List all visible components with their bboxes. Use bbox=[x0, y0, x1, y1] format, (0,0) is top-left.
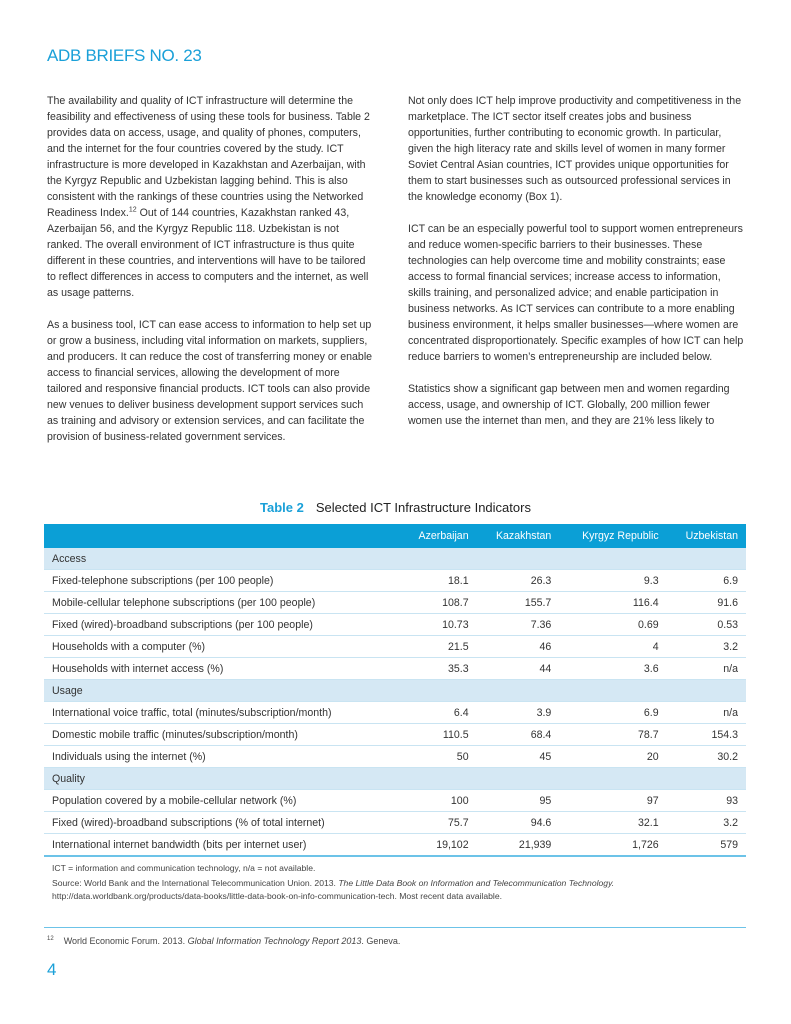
cell-value: 20 bbox=[559, 746, 666, 768]
cell-value: 3.9 bbox=[477, 702, 560, 724]
table-row bbox=[44, 636, 746, 658]
cell-value: n/a bbox=[667, 702, 746, 724]
page-number: 4 bbox=[47, 960, 57, 979]
section-row bbox=[44, 768, 746, 790]
footnote-text: . Geneva. bbox=[361, 936, 401, 946]
table-header-row bbox=[44, 524, 746, 548]
row-label: Individuals using the internet (%) bbox=[44, 746, 400, 768]
cell-value: 46 bbox=[477, 636, 560, 658]
source-title: The Little Data Book on Information and Telecommunication Technology. bbox=[338, 878, 615, 888]
cell-value: 9.3 bbox=[559, 570, 666, 592]
table-number: Table 2 bbox=[260, 500, 304, 515]
cell-value: n/a bbox=[667, 658, 746, 680]
cell-value: 44 bbox=[477, 658, 560, 680]
paragraph-text: The availability and quality of ICT infrastructure will determine the feasibility and effectiveness of using these tools for business. Table 2 provides data on access, usage, and quality of phones, computers, and the internet for the four countries covered by the study. ICT infrastructure is more developed in Kazakhstan and Azerbaijan, with the Kyrgyz Republic and Uzbekistan lagging behind. This is also consistent with the rankings of these countries using the Networked Readiness Index. bbox=[47, 95, 370, 219]
cell-value: 21.5 bbox=[400, 636, 477, 658]
paragraph bbox=[47, 93, 377, 301]
table-title bbox=[0, 500, 791, 515]
cell-value: 75.7 bbox=[400, 812, 477, 834]
table-title-text: Selected ICT Infrastructure Indicators bbox=[315, 500, 531, 515]
row-label: Domestic mobile traffic (minutes/subscription/month) bbox=[44, 724, 400, 746]
cell-value: 26.3 bbox=[477, 570, 560, 592]
cell-value: 93 bbox=[667, 790, 746, 812]
cell-value: 95 bbox=[477, 790, 560, 812]
cell-value: 32.1 bbox=[559, 812, 666, 834]
row-label: Fixed (wired)-broadband subscriptions (per 100 people) bbox=[44, 614, 400, 636]
section-row bbox=[44, 680, 746, 702]
section-label: Access bbox=[44, 548, 746, 570]
cell-value: 110.5 bbox=[400, 724, 477, 746]
section-row bbox=[44, 548, 746, 570]
cell-value: 21,939 bbox=[477, 834, 560, 857]
table-row bbox=[44, 746, 746, 768]
paragraph: Statistics show a significant gap between men and women regarding access, usage, and ownership of ICT. Globally, 200 million fewer women use the internet than men, and they are 21% less likely to bbox=[408, 383, 730, 427]
paragraph: Not only does ICT help improve productivity and competitiveness in the marketplace. The ICT sector itself creates jobs and business opportunities, further contributing to economic growth. In particular, given the high literacy rate and skills level of women in many former Soviet Central Asian countries, ICT provides unique opportunities for them to start businesses such as outsourced professional services in the knowledge economy (Box 1). bbox=[408, 95, 742, 203]
row-label: International internet bandwidth (bits per internet user) bbox=[44, 834, 400, 857]
footnote bbox=[47, 936, 400, 946]
cell-value: 4 bbox=[559, 636, 666, 658]
cell-value: 6.9 bbox=[667, 570, 746, 592]
cell-value: 3.6 bbox=[559, 658, 666, 680]
column-header: Azerbaijan bbox=[400, 524, 477, 548]
cell-value: 108.7 bbox=[400, 592, 477, 614]
column-header bbox=[44, 524, 400, 548]
cell-value: 6.9 bbox=[559, 702, 666, 724]
publication-header: ADB BRIEFS NO. 23 bbox=[47, 46, 202, 65]
cell-value: 154.3 bbox=[667, 724, 746, 746]
row-label: Households with internet access (%) bbox=[44, 658, 400, 680]
footnote-title: Global Information Technology Report 2013 bbox=[187, 936, 362, 946]
row-label: Mobile-cellular telephone subscriptions (per 100 people) bbox=[44, 592, 400, 614]
table-row bbox=[44, 790, 746, 812]
left-column bbox=[47, 93, 377, 461]
cell-value: 116.4 bbox=[559, 592, 666, 614]
footnote-text: World Economic Forum. 2013. bbox=[63, 936, 188, 946]
cell-value: 18.1 bbox=[400, 570, 477, 592]
right-column bbox=[408, 93, 746, 445]
cell-value: 3.2 bbox=[667, 636, 746, 658]
row-label: International voice traffic, total (minutes/subscription/month) bbox=[44, 702, 400, 724]
section-label: Usage bbox=[44, 680, 746, 702]
source-note bbox=[52, 877, 752, 903]
cell-value: 94.6 bbox=[477, 812, 560, 834]
cell-value: 10.73 bbox=[400, 614, 477, 636]
cell-value: 97 bbox=[559, 790, 666, 812]
column-header: Uzbekistan bbox=[667, 524, 746, 548]
paragraph: As a business tool, ICT can ease access to information to help set up or grow a business, including vital information on markets, suppliers, and producers. It can reduce the cost of transferring money or enable access to financial services, allowing the development of more tailored and responsive financial products. ICT tools can also provide new venues to deliver business development support services such as training and advisory or extension services, and can facilitate the provision of business-related government services. bbox=[47, 319, 373, 443]
table-row bbox=[44, 834, 746, 857]
cell-value: 91.6 bbox=[667, 592, 746, 614]
cell-value: 0.53 bbox=[667, 614, 746, 636]
row-label: Population covered by a mobile-cellular network (%) bbox=[44, 790, 400, 812]
section-label: Quality bbox=[44, 768, 746, 790]
source-text: Source: World Bank and the International Telecommunication Union. 2013. bbox=[52, 878, 339, 888]
cell-value: 30.2 bbox=[667, 746, 746, 768]
paragraph: ICT can be an especially powerful tool to support women entrepreneurs and reduce women-specific barriers to their businesses. These technologies can help overcome time and mobility constraints; ease access to formal financial services; increase access to information, skills training, and personalized advice; and enable participation in business networks. As ICT services can contribute to a more enabling business environment, it helps smaller businesses—where women are concentrated disproportionately. Specific examples of how ICT can help reduce barriers to women’s entrepreneurship are included below. bbox=[408, 223, 744, 363]
cell-value: 19,102 bbox=[400, 834, 477, 857]
footnote-number: 12 bbox=[47, 936, 54, 942]
abbreviation-note: ICT = information and communication technology, n/a = not available. bbox=[52, 863, 316, 873]
column-header: Kazakhstan bbox=[477, 524, 560, 548]
table-row bbox=[44, 658, 746, 680]
row-label: Households with a computer (%) bbox=[44, 636, 400, 658]
cell-value: 1,726 bbox=[559, 834, 666, 857]
table-row bbox=[44, 614, 746, 636]
table-row bbox=[44, 592, 746, 614]
footnote-divider bbox=[44, 927, 746, 928]
cell-value: 6.4 bbox=[400, 702, 477, 724]
table-row bbox=[44, 570, 746, 592]
cell-value: 3.2 bbox=[667, 812, 746, 834]
cell-value: 78.7 bbox=[559, 724, 666, 746]
cell-value: 0.69 bbox=[559, 614, 666, 636]
table-row bbox=[44, 702, 746, 724]
footnote-ref[interactable]: 12 bbox=[128, 206, 137, 214]
cell-value: 100 bbox=[400, 790, 477, 812]
cell-value: 68.4 bbox=[477, 724, 560, 746]
table-row bbox=[44, 812, 746, 834]
table-row bbox=[44, 724, 746, 746]
cell-value: 579 bbox=[667, 834, 746, 857]
cell-value: 50 bbox=[400, 746, 477, 768]
cell-value: 35.3 bbox=[400, 658, 477, 680]
cell-value: 155.7 bbox=[477, 592, 560, 614]
cell-value: 7.36 bbox=[477, 614, 560, 636]
table-notes bbox=[52, 862, 752, 905]
row-label: Fixed (wired)-broadband subscriptions (% of total internet) bbox=[44, 812, 400, 834]
row-label: Fixed-telephone subscriptions (per 100 people) bbox=[44, 570, 400, 592]
source-url[interactable]: http://data.worldbank.org/products/data-books/little-data-book-on-info-communication-tech. Most recent data available. bbox=[52, 891, 502, 901]
cell-value: 45 bbox=[477, 746, 560, 768]
paragraph-text: Out of 144 countries, Kazakhstan ranked 43, Azerbaijan 56, and the Kyrgyz Republic 118. Uzbekistan is not ranked. The overall environment of ICT infrastructure is thus quite different in these countries, and interventions will have to be tailored to reflect differences in access to computers and the internet, as well as usage patterns. bbox=[47, 207, 369, 299]
ict-indicators-table bbox=[44, 524, 746, 857]
column-header: Kyrgyz Republic bbox=[559, 524, 666, 548]
